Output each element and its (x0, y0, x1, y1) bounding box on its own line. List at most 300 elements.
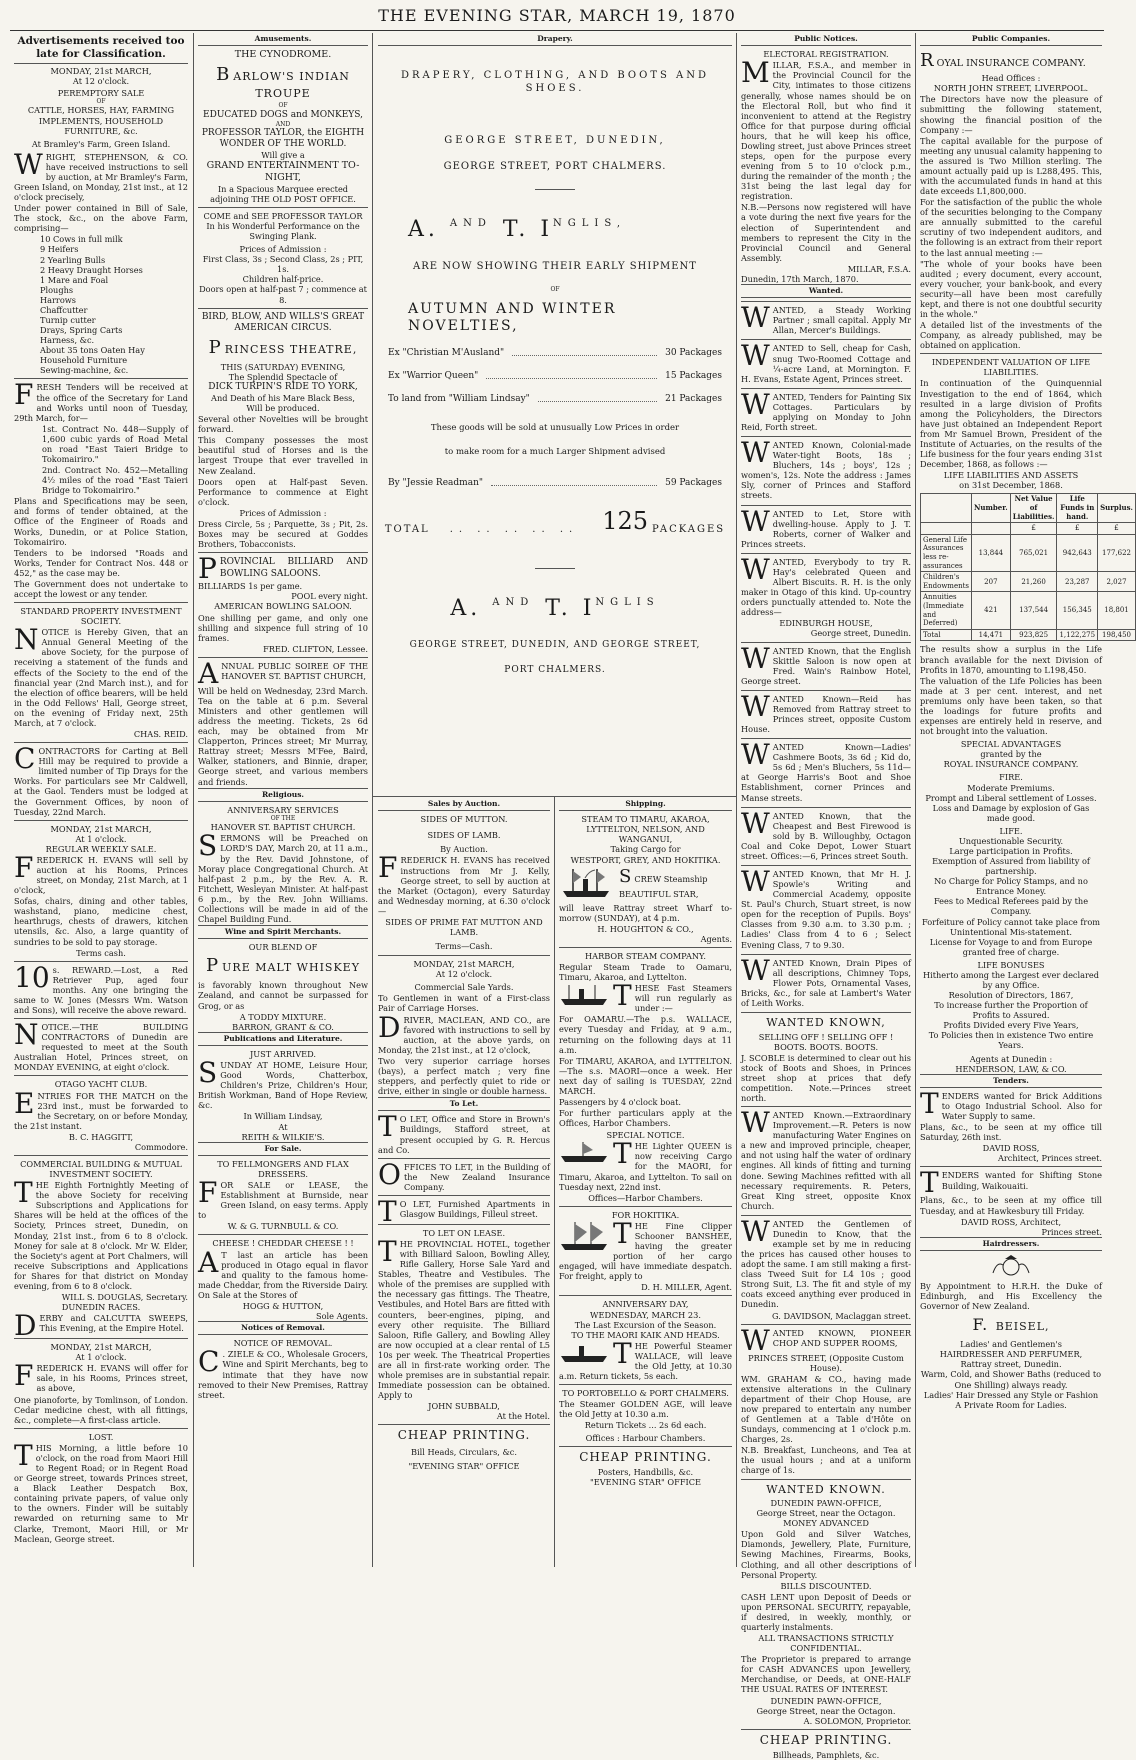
malt-text: is favorably known throughout New Zealand, and cannot be surpassed for Grog, or as (198, 980, 368, 1011)
rule (14, 820, 188, 821)
ziele-text: . ZIELE & CO., Wholesale Grocers, Wine and Spirit Merchants, beg to intimate that they have now removed to their New Premises, Rattray street. (198, 1349, 368, 1400)
evans-terms: Terms cash. (76, 947, 126, 958)
stock-item: 10 Cows in full milk (40, 234, 123, 245)
table-unit-cell: £ (1098, 523, 1136, 535)
life-title: LIFE. (999, 825, 1023, 836)
agents-line: Agents at Dunedin : (969, 1053, 1053, 1064)
rule (559, 1384, 732, 1385)
fell-text: OR SALE or LEASE, the Establishment at Burnside, near Green Island, on easy terms. Apply to (198, 1180, 368, 1221)
sunday-text: UNDAY AT HOME, Leisure Hour, Good Words, Chatterbox, Children's Prize, Children's Hour, British Workman, Band of Hope Review, &c. (198, 1060, 368, 1111)
pawn-address: George Street, near the Octagon. (756, 1508, 896, 1519)
table-cell: 177,622 (1098, 534, 1136, 571)
rule (198, 1234, 368, 1235)
drop-cap: W (741, 339, 770, 373)
harbour-title: HARBOR STEAM COMPANY. (585, 950, 706, 961)
tender1-plans: Plans, &c., to be seen at my office till Saturday, 26th inst. (920, 1122, 1102, 1143)
princes-line: PRINCES STREET, (Opposite Custom House). (748, 1352, 904, 1373)
anniv-day-title: ANNIVERSARY DAY, (602, 1299, 689, 1310)
section-header-auction: Sales by Auction. (378, 798, 550, 811)
drop-cap: W (741, 1323, 770, 1357)
port-chalmers-line: GEORGE STREET, PORT CHALMERS. (443, 161, 667, 173)
wanted-known-title: WANTED KNOWN, (766, 1016, 886, 1029)
selling-off: SELLING OFF ! SELLING OFF ! (758, 1031, 894, 1042)
cargo-ship: Ex "Christian M'Ausland" (388, 347, 505, 358)
masthead-rule (10, 30, 1104, 31)
directors-text: The Directors have now the pleasure of submitting the following statement, showing the financial position of the Company :— (920, 94, 1102, 135)
whole-text: "The whole of your books have been audited ; every document, every account, every voucher, your bank-book, and every security—all have been most carefully kept, and there is not one doubtful security in the whole." (920, 258, 1102, 320)
monday-line: MONDAY, 21st MARCH, (413, 959, 515, 970)
drop-cap: F (378, 851, 398, 885)
appointment-text: By Appointment to H.R.H. the Duke of Edinburgh, and His Excellency the Governor of New Zealand. (920, 1280, 1102, 1312)
grand-line: GRAND ENTERTAINMENT TO-NIGHT, (206, 160, 360, 184)
prices-line: First Class, 3s ; Second Class, 2s ; PIT, 1s. (202, 254, 364, 275)
rule (741, 1012, 911, 1013)
clifton-sign: FRED. CLIFTON, Lessee. (263, 643, 368, 654)
cargo-qty: 30 Packages (665, 347, 722, 358)
passengers-line: Passengers by 4 o'clock boat. (559, 1097, 682, 1108)
granted-line: granted by the (980, 749, 1042, 760)
scoble-text: J. SCOBLE is determined to clear out his stock of Boots and Shoes, in Princes street shop at prices that defy competition. Note.—Princes street north. (741, 1052, 911, 1103)
drop-cap: S (198, 829, 218, 863)
rule (741, 1479, 911, 1480)
cheap-printing-title: CHEAP PRINTING. (579, 1450, 712, 1465)
late-ads-header: Advertisements received too late for Classification. (14, 35, 188, 64)
drop-cap: T (920, 1166, 939, 1200)
rule (198, 552, 368, 553)
drop-cap: 10 (14, 960, 50, 994)
section-header-shipping: Shipping. (559, 798, 732, 811)
table-cell: 18,801 (1098, 592, 1136, 629)
westport-line: WESTPORT, GREY, AND HOKITIKA. (570, 854, 721, 865)
sermons-text: ERMONS will be Preached on LORD'S DAY, March 20, at 11 a.m., by the Rev. David Johnstone, of Moray place Congregational Church. At half-past 2 p.m., by the Rev. A. R. Fitchett, Wesleyan Minister. At half-past 6 p.m., by the Rev. John Williams. Collections will be made in aid of the Chapel Building Fund. (198, 833, 368, 924)
cynodrome-title: THE CYNODROME. (234, 49, 332, 61)
cargo-qty: 59 Packages (665, 477, 722, 488)
drop-cap: A (198, 1245, 219, 1279)
special-notice-title: SPECIAL NOTICE. (606, 1130, 685, 1141)
drop-cap: W (741, 1106, 770, 1140)
drop-cap: T (378, 1194, 397, 1228)
kaik-line: TO THE MAORI KAIK AND HEADS. (571, 1329, 720, 1340)
table-cell: 198,450 (1098, 629, 1136, 641)
table-row-label: Total (921, 629, 972, 641)
rattray-line: Rattray street, Dunedin. (960, 1359, 1062, 1370)
wanted-ad (741, 1215, 911, 1311)
cheese-text: T last an article has been produced in Otago equal in flavor and quality to the famous home-made Cheddar, from the Riverside Dairy. On Sale at the Stores of (198, 1249, 368, 1300)
life-item: Forfeiture of Policy cannot take place from Unintentional Mis-statement. (921, 916, 1101, 937)
drop-cap: T (378, 1235, 397, 1269)
taylor-line: PROFESSOR TAYLOR, the EIGHTH WONDER OF THE WORLD. (201, 128, 365, 150)
section-header-amusements: Amusements. (198, 33, 368, 46)
evans-text: REDERICK H. EVANS has received instructions from Mr J. Kelly, George street, to sell by auction at the Market (Octagon), every Saturday and Wednesday morning, at 6.30 o'clock— (378, 855, 550, 916)
wanted-ad-text: ANTED Known, that the Cheapest and Best Firewood is sold by B. Willoughby, Octagon Coal and Coke Depot, Lower Stuart street. Offices:—6, Princes street South. (741, 810, 911, 861)
lamb-title: SIDES OF LAMB. (427, 830, 501, 841)
cargo-ship: To land from "William Lindsay" (388, 393, 530, 404)
rule (741, 1729, 911, 1730)
stock-item: Harrows (40, 294, 76, 305)
drop-cap: C (14, 742, 36, 776)
building-sign: WILL S. DOUGLAS, Secretary. (61, 1292, 188, 1303)
office-line: "EVENING STAR" OFFICE (408, 1461, 520, 1472)
table-unit-cell: £ (1010, 523, 1057, 535)
barlow-title: ARLOW'S INDIAN TROUPE (233, 69, 350, 100)
solomon-line: A. SOLOMON, Proprietor. (803, 1715, 911, 1726)
billheads-line: Billheads, Pamphlets, &c. (772, 1749, 880, 1760)
evans2-body: One pianoforte, by Tomlinson, of London. Cedar medicine chest, with all fittings, &c., complete—A first-class article. (14, 1394, 188, 1425)
rule (198, 207, 368, 208)
horses-line: This Company possesses the most beautiful stud of Horses and is the largest Troupe that ever travelled in New Zealand. (198, 435, 368, 476)
results-text: The results show a surplus in the Life branch available for the next Division of Profits in 1870, amounting to L198,450. (920, 644, 1102, 675)
soiree-text: Will be held on Wednesday, 23rd March. Tea on the table at 6 p.m. Several Ministers and other gentlemen will address the meeting. Tickets, 2s 6d each, may be obtained from Mr Clapperton, Princes street; Mr Murray, Rattray street; Messrs M'Fee, Baird, Walker, stationers, and Binnie, draper, George street, and various members and friends. (198, 685, 368, 787)
dot-leader (512, 348, 657, 356)
table-row (921, 592, 1136, 629)
table-cell: 2,027 (1098, 572, 1136, 592)
table-cell: 207 (972, 572, 1011, 592)
table-cell: 23,287 (1057, 572, 1098, 592)
life-item: Large participation in Profits. (949, 845, 1073, 856)
column-3b (559, 798, 732, 1566)
tender2-plans: Plans, &c., to be seen at my office till Tuesday, and at Hawkesbury till Friday. (920, 1195, 1102, 1216)
evans-body: Sofas, chairs, dining and other tables, washstand, piano, medicine chest, hearthrugs, chests of drawers, kitchen utensils, &c. Also, a large quantity of sundries to be sold to pay storage. (14, 896, 188, 947)
section-header-public-companies: Public Companies. (920, 33, 1102, 46)
table-cell: 421 (972, 592, 1011, 629)
contract-2: 2nd. Contract No. 452—Metalling 4½ miles of the road "East Taieri Bridge to Tokomairiro." (42, 465, 188, 496)
pawn2-address: George Street, near the Octagon. (756, 1705, 896, 1716)
stock-item: Turnip cutter (40, 314, 96, 325)
drop-cap: N (14, 623, 39, 657)
sale-place: At Bramley's Farm, Green Island. (31, 138, 171, 149)
bonus-item: To Policies then in existence Two entire Years. (928, 1030, 1094, 1051)
oamaru-line: For OAMARU.—The p.s. WALLACE, every Tuesday and Friday, at 9 a.m., returning on the following days at 11 a.m. (559, 1014, 732, 1055)
drop-cap: P (206, 955, 220, 977)
rule (14, 1155, 188, 1156)
tender2-text: ENDERS wanted for Shifting Stone Building, Waikouaiti. (941, 1170, 1102, 1191)
wanted-ad-text: ANTED Known.—Extraordinary Improvement.—R. Peters is now manufacturing Water Engines on a new and improved principle, cheaper, and not using half the water of ordinary engines. All kinds of fitting and turning done. Sewing Machines refitted with all necessary requirements. R. Peters, Great King street, opposite Knox Church. (741, 1110, 911, 1211)
weekly-date: MONDAY, 21st MARCH, (50, 823, 152, 834)
firm2-initial-a: A. (450, 596, 482, 622)
drop-cap: W (741, 864, 770, 898)
royal-title: OYAL INSURANCE COMPANY. (936, 58, 1086, 70)
prices2-line: Dress Circle, 5s ; Parquette, 3s ; Pit, 2s. Boxes may be secured at Goddes Brothers, Tobacconists. (198, 518, 368, 550)
graham-text: WM. GRAHAM & CO., having made extensive alterations in the Culinary department of their Chop House, are now prepared to entertain any number of Gentlemen at a Table d'Hôte on Sundays, commencing at 1 o'clock p.m. Charges, 2s. (741, 1373, 911, 1445)
stock-list (14, 234, 188, 375)
subbald-line: JOHN SUBBALD, (428, 1401, 500, 1412)
table-body (921, 534, 1136, 641)
weekly-title: REGULAR WEEKLY SALE. (45, 843, 157, 854)
life-item: License for Voyage to and from Europe granted free of charge. (929, 936, 1093, 957)
yacht-sign: B. C. HAGGITT, (68, 1131, 134, 1142)
notice-text: OTICE is Hereby Given, that an Annual General Meeting of the above Society, for the purpose of receiving a statement of the funds and effects of the Society to the end of the financial year (2nd March inst.), and for the election of office bearers, will be held in the Odd Fellows' Hall, George street, on the evening of Friday next, 25th March, at 7 o'clock. (14, 627, 188, 728)
ross-line: DAVID ROSS, (982, 1143, 1040, 1154)
perf-line: In his Wonderful Performance on the Swinging Plank. (206, 221, 360, 242)
boots-line: BOOTS. BOOTS. BOOTS. (773, 1041, 879, 1052)
houghton-line: H. HOUGHTON & CO., (597, 923, 694, 934)
yacht-text: NTRIES FOR THE MATCH on the 23rd inst., must be forwarded to the Secretary, on or before Monday, the 21st instant. (14, 1090, 188, 1131)
assets-title: LIFE LIABILITIES AND ASSETS (943, 470, 1079, 481)
quin-text: In continuation of the Quinquennial Investigation to the end of 1864, which resulted in a large division of Profits among the Policyholders, the Directors have just obtained an Independent Report from Mr Samuel Brown, President of the Institute of Actuaries, on the results of the Life business for the four years ending 31st December, 1868, as follows :— (920, 378, 1102, 470)
private-line: A Private Room for Ladies. (955, 1399, 1067, 1410)
table-unit-cell: £ (1057, 523, 1098, 535)
drop-cap: C (198, 1345, 220, 1379)
table-row (921, 572, 1136, 592)
section-header-hairdressers: Hairdressers. (920, 1237, 1102, 1251)
miller-line: D. H. MILLER, Agent. (641, 1282, 732, 1293)
timaru-line: For TIMARU, AKAROA, and LYTTELTON.—The s.s. MAORI—once a week. Her next day of sailing is TUESDAY, 22nd MARCH. (559, 1055, 732, 1096)
bonus-item: Resolution of Directors, 1867, (948, 990, 1074, 1001)
column-3a (378, 798, 550, 1566)
last-excursion-line: The Last Excursion of the Season. (574, 1319, 717, 1330)
wanted-ad-text: ANTED, a Steady Working Partner ; small capital. Apply Mr Allan, Mercer's Buildings. (772, 305, 911, 336)
life-item: Unquestionable Security. (958, 835, 1064, 846)
masthead: THE EVENING STAR, MARCH 19, 1870 (378, 6, 736, 25)
cash-text: CASH LENT upon Deposit of Deeds or upon PERSONAL SECURITY, repayable, if desired, in weekly, monthly, or quarterly instalments. (741, 1591, 911, 1633)
table-header-cell: Net Value of Liabilities. (1010, 494, 1057, 523)
goods-line-1: These goods will be sold at unusually Low Prices in order (430, 422, 680, 433)
all-transactions: ALL TRANSACTIONS STRICTLY CONFIDENTIAL. (758, 1633, 894, 1654)
section-header-public-notices: Public Notices. (741, 33, 911, 46)
lost-text: HIS Morning, a little before 10 o'clock, on the road from Maori Hill to Regent Road; or in Regent Road or George street, towards Princes street, a Black Leather Despatch Box, containing private papers, of value only to the owners. Finder will be suitably rewarded on returning same to Mr Clarke, Tremont, Maori Hill, or Mr Maclean, George street. (14, 1442, 188, 1544)
stock-item: Chaffcutter (40, 304, 88, 315)
lindsay-line: In William Lindsay, (243, 1111, 323, 1122)
wright-ad-text: RIGHT, STEPHENSON, & CO. have received instructions to sell by auction, at Mr Bramley's Farm, Green Island, on Monday, 21st inst., at 12 o'clock precisely, (14, 151, 188, 203)
stock-item: 2 Heavy Draught Horses (40, 264, 143, 275)
banshee-text: HE Fine Clipper Schooner BANSHEE, having the greater portion of her cargo engaged, will have immediate despatch. For freight, apply to (559, 1220, 732, 1282)
sale-items-title: CATTLE, HORSES, HAY, FARMING IMPLEMENTS, HOUSEHOLD FURNITURE, &c. (27, 105, 175, 136)
autumn-title: AUTUMN AND WINTER NOVELTIES, (408, 301, 617, 335)
drop-cap: O (378, 1157, 401, 1191)
column-2 (198, 33, 368, 1567)
wanted-ad (741, 388, 911, 433)
barron-line: BARRON, GRANT & CO. (232, 1021, 334, 1032)
wanted-ad (741, 807, 911, 862)
lighter-icon (559, 1140, 609, 1166)
column-4 (741, 33, 911, 1760)
rule (198, 308, 368, 309)
drapery-line: DRAPERY, CLOTHING, AND BOOTS AND SHOES. (400, 70, 710, 94)
terms-line: Terms—Cash. (435, 941, 493, 952)
column-divider (554, 797, 555, 1567)
wanted-known-2: WANTED KNOWN. (766, 1482, 886, 1496)
drop-cap: P (198, 552, 217, 586)
of-label: OF (278, 102, 288, 110)
office-line: "EVENING STAR" OFFICE (590, 1477, 701, 1488)
drop-cap: F (14, 378, 34, 412)
drop-cap: T (920, 1086, 939, 1120)
wanted-ad (741, 618, 911, 638)
prices2-title: Prices of Admission : (239, 507, 327, 518)
bess-line: And Death of his Mare Black Bess, (211, 392, 355, 403)
anniv-title: ANNIVERSARY SERVICES (227, 804, 339, 815)
column-5 (920, 33, 1133, 1567)
millar-text: ILLAR, F.S.A., and member in the Provincial Council for the City, intimates to those citizens generally, whose names should be on the Electoral Roll, but who find it inconvenient to attend at the Registry Office for that purpose during official hours, that he will keep his office, Dowling street, just above Princes street steps, open for the purpose every evening from 5 to 10 o'clock p.m., during the remainder of the month ; the 31st being the last legal day for registration. (741, 60, 911, 202)
address-line-2: GEORGE STREET, DUNEDIN, AND GEORGE STREET, (409, 640, 701, 651)
just-arrived: JUST ARRIVED. (249, 1048, 317, 1059)
table-row-label: General Life Assurances less re-assurances (921, 534, 972, 571)
notice-sign: CHAS. REID. (133, 729, 188, 740)
turpin-line: DICK TURPIN'S RIDE TO YORK, (208, 381, 358, 392)
table-row (921, 534, 1136, 571)
evans-text: REDERICK H. EVANS will sell by auction at his Rooms, Princes street, on Monday, 21st March, at 1 o'clock, (14, 854, 188, 896)
let3-text: O LET, Furnished Apartments in Glasgow Buildings, Filleul street. (399, 1198, 550, 1220)
rule (14, 602, 188, 603)
table-header-cell: Number. (972, 494, 1011, 523)
drop-cap: W (741, 301, 770, 335)
rule (559, 1206, 732, 1207)
edinburgh-house: EDINBURGH HOUSE, (779, 618, 873, 629)
wanted-ad-text: ANTED Known—Reid has Removed from Rattray street to Princes street, opposite Custom House. (741, 693, 911, 735)
cargo-qty: 21 Packages (665, 393, 722, 404)
short-rule (535, 189, 575, 190)
lost-title: LOST. (88, 1431, 114, 1442)
wright-under: Under power contained in Bill of Sale, The stock, &c., on the above Farm, comprising— (14, 203, 188, 234)
proprietor-text: The Proprietor is prepared to arrange for CASH ADVANCES upon Jewellery, Merchandise, or Deeds, at ONE-HALF THE USUAL RATES OF INTEREST. (741, 1654, 911, 1695)
wanted-ad-text: ANTED Known, Drain Pipes of all descriptions, Chimney Tops, Flower Pots, Ornamental Vases, Bricks, &c., for sale at Lambert's Water of Leith Works. (741, 957, 911, 1008)
cargo-ship: Ex "Warrior Queen" (388, 370, 479, 381)
dunedin-line: GEORGE STREET, DUNEDIN, (444, 134, 666, 146)
capital-text: The capital available for the purpose of meeting any unusual calamity happening to the assured is Two Million sterling. The amount actually paid up is L288,495. This, with the accumulated funds in hand at this date exceeds L1,800,000. (920, 135, 1102, 197)
steamship-icon (559, 865, 615, 901)
hokitika-title: FOR HOKITIKA. (611, 1209, 680, 1220)
drop-cap: W (741, 552, 770, 586)
table-header-cell: Surplus. (1098, 494, 1136, 523)
turnbull-line: W. & G. TURNBULL & CO. (227, 1221, 339, 1232)
screw-title: CREW Steamship (634, 873, 708, 884)
cheese-title: CHEESE ! CHEDDAR CHEESE ! ! (212, 1238, 354, 1249)
stock-item: 9 Heifers (40, 244, 79, 255)
table-cell: 13,844 (972, 534, 1011, 571)
princes-line: Princes street. (1041, 1226, 1102, 1237)
cargo-row (388, 478, 722, 489)
stock-item: Household Furniture (40, 355, 128, 366)
table-cell: 137,544 (1010, 592, 1057, 629)
stock-item: 2 Yearling Bulls (40, 254, 106, 265)
davidson-line: G. DAVIDSON, Maclaggan street. (772, 1310, 911, 1321)
electoral-title: ELECTORAL REGISTRATION. (763, 49, 889, 60)
wanted-ad (741, 1012, 911, 1103)
column-divider (736, 33, 737, 1567)
return-line: Return Tickets ... 2s 6d each. (584, 1420, 707, 1431)
life-item: No Charge for Policy Stamps, and no Entrance Money. (934, 876, 1088, 897)
rule (920, 353, 1102, 354)
contract-notice-text: OTICE.—THE BUILDING CONTRACTORS of Dunedin are requested to meet at the South Australian Hotel, Princes street, on MONDAY EVENING, at eight o'clock. (14, 1022, 188, 1073)
blend-line: OUR BLEND OF (248, 942, 318, 953)
table-header-cell: Life Funds in hand. (1057, 494, 1098, 523)
bill-heads-line: Bill Heads, Circulars, &c. (411, 1447, 517, 1458)
driver-text: RIVER, MACLEAN, AND CO., are favored with instructions to sell by auction, at the above yards, on Monday, the 21st inst., at 12 o'clock, (378, 1014, 550, 1055)
head-offices: Head Offices : (981, 73, 1041, 84)
billiard-title: ROVINCIAL BILLIARD AND BOWLING SALOONS. (219, 557, 368, 580)
removal-title: NOTICE OF REMOVAL. (233, 1338, 333, 1349)
evans2-text: REDERICK H. EVANS will offer for sale, in his Rooms, Princes street, as above, (36, 1363, 188, 1394)
at-hotel-line: At the Hotel. (496, 1411, 550, 1422)
rule (378, 1224, 550, 1225)
malt-title: URE MALT WHISKEY (222, 961, 360, 975)
indep-title: INDEPENDENT VALUATION OF LIFE LIABILITIES. (931, 357, 1091, 378)
dot-leader (491, 478, 657, 486)
rule (559, 947, 732, 948)
races-title: DUNEDIN RACES. (61, 1302, 141, 1313)
toddy-line: A TODDY MIXTURE. (239, 1011, 327, 1022)
rule (14, 1428, 188, 1429)
table-units-row (921, 523, 1136, 535)
dot-leader (486, 371, 657, 379)
drop-cap: A (198, 656, 219, 690)
bonus-item: Hitherto among the Largest ever declared by any Office. (922, 969, 1100, 990)
wanted-ad (741, 865, 911, 951)
beisel-name: BEISEL, (995, 1320, 1050, 1334)
pawn-text: Upon Gold and Silver Watches, Diamonds, Jewellery, Plate, Furniture, Sewing Machines, Firearms, Books, Clothing, and all other descriptions of Personal Property. (741, 1529, 911, 1580)
edinburgh-address: George street, Dunedin. (810, 628, 911, 639)
bonuses-title: LIFE BONUSES (977, 959, 1045, 970)
stock-item: 1 Mare and Foal (40, 274, 109, 285)
firm2-initial-t: T. I (545, 596, 596, 622)
contractors-text: ONTRACTORS for Carting at Bell Hill may be required to provide a limited number of Tip Drays for the Works. For particulars see Mr Caldwell, at the Gaol. Tenders must be lodged at the Government Offices, by noon of Tuesday, 22nd March. (14, 746, 188, 817)
bowling-text: One shilling per game, and only one shilling and sixpence full string of 10 frames. (198, 612, 368, 643)
section-header-tenders: Tenders. (920, 1074, 1102, 1088)
tenders-text: Tenders to be indorsed "Roads and Works, Tender for Contract Nos. 448 or 452," as the case may be. (14, 547, 188, 578)
drop-cap: T (14, 1176, 33, 1210)
fire-item: Moderate Premiums. (967, 782, 1055, 793)
fell-title: TO FELLMONGERS AND FLAX DRESSERS. (217, 1158, 349, 1179)
saturday-line: THIS (SATURDAY) EVENING, (220, 361, 346, 372)
drop-cap: S (619, 865, 632, 887)
millar-date: Dunedin, 17th March, 1870. (741, 273, 859, 284)
drop-cap: F. (972, 1315, 989, 1335)
drop-cap: F (198, 1176, 218, 1210)
wanted-ad (741, 738, 911, 803)
firm-nglis: NGLIS, (553, 218, 627, 230)
cargo-list (378, 348, 732, 405)
drop-cap: D (14, 1309, 37, 1343)
wanted-ad-text: ANTED Known, that Mr H. J. Spowle's Writing and Commercial Academy, opposite St. Paul's Church, Stuart street, is now open for the reception of Pupils. Boys' Classes from 9.30 a.m. to 3.30 p.m. ; Ladies' Class from 4 to 6 ; Select Evening Class, 7 to 9.30. (741, 868, 911, 950)
noon-line: At 12 o'clock. (435, 969, 493, 980)
section-header-religious: Religious. (198, 788, 368, 802)
at-line: At (278, 1121, 288, 1132)
north-street: NORTH JOHN STREET, LIVERPOOL. (933, 83, 1089, 94)
princess-title: RINCESS THEATRE, (224, 342, 358, 356)
drop-cap: T (613, 1137, 632, 1171)
leave-line: will leave Rattray street Wharf to-morrow (SUNDAY), at 4 p.m. (559, 902, 732, 923)
building-title: COMMERCIAL BUILDING & MUTUAL INVESTMENT SOCIETY. (20, 1159, 182, 1180)
drop-cap: T (378, 1110, 397, 1144)
column-divider (372, 33, 373, 1567)
rule (378, 1158, 550, 1159)
drop-cap: W (741, 806, 770, 840)
let2-text: FFICES TO LET, in the Building of the New Zealand Insurance Company. (403, 1161, 550, 1192)
by-auction: By Auction. (440, 844, 488, 855)
wanted-ad (741, 1324, 911, 1476)
yards-line: Commercial Sale Yards. (414, 982, 514, 993)
produced-line: Will be produced. (246, 403, 320, 414)
table-cell: 765,021 (1010, 534, 1057, 571)
table-row-label: Children's Endowments (921, 572, 972, 592)
goods-line-2: to make room for a much Larger Shipment advised (444, 447, 666, 458)
section-header-to-let: To Let. (378, 1097, 550, 1111)
firm-initial-a: A. (408, 217, 439, 243)
offices2-line: Offices : Harbour Chambers. (585, 1433, 706, 1444)
sale-title: PEREMPTORY SALE (57, 87, 145, 98)
golden-age-line: The Steamer GOLDEN AGE, will leave the Old Jetty at 10.30 a.m. (559, 1399, 732, 1420)
of-label: OF (550, 285, 560, 293)
hairdresser-line: HAIRDRESSER AND PERFUMER, (939, 1349, 1083, 1360)
taking-line: Taking Cargo for (610, 844, 681, 855)
soiree-title: NNUAL PUBLIC SOIREE OF THE HANOVER ST. BAPTIST CHURCH, (221, 660, 368, 681)
drop-cap: T (613, 1336, 632, 1370)
marquee-line: In a Spacious Marquee erected adjoining THE OLD POST OFFICE. (210, 183, 356, 204)
building-text: HE Eighth Fortnightly Meeting of the above Society for receiving Subscriptions and Applications for Shares will be held at the offices of the Society, Princes street, Dunedin, on Monday, 21st inst., from 6 to 8 o'clock. Money for sale at 8 o'clock. Mr W. Elder, the Society's agent at Port Chalmers, will receive Subscriptions and Applications for Shares for that district on Monday evening, from 6 to 8 o'clock. (14, 1180, 188, 1291)
table-cell: 21,260 (1010, 572, 1057, 592)
wanted-ad (741, 954, 911, 1009)
henderson-line: HENDERSON, LAW, & CO. (955, 1063, 1067, 1074)
